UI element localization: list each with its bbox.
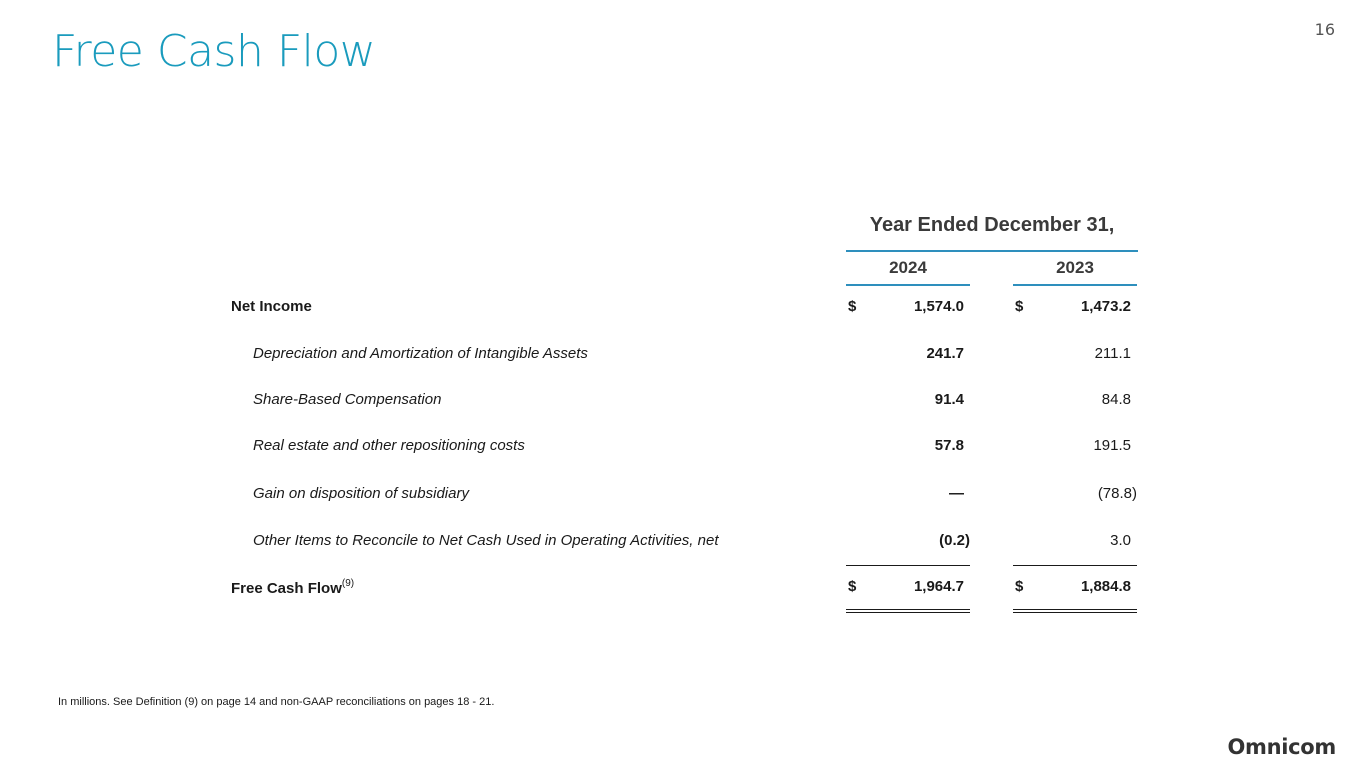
footnote-marker: (9) [341, 578, 355, 589]
cell-value: 1,964.7 [913, 578, 964, 595]
cell-2024 [846, 532, 970, 554]
cell-value: 91.4 [934, 391, 964, 408]
row-label-text: Free Cash Flow [231, 580, 342, 597]
table-row-net-income [0, 298, 1365, 320]
cell-2023 [1013, 532, 1137, 554]
cell-value: 1,574.0 [913, 298, 964, 315]
omnicom-logo: Omnicom [1227, 735, 1336, 759]
cell-value: 241.7 [926, 345, 964, 362]
cell-2024 [846, 578, 970, 600]
total-double-rule-2023 [1013, 609, 1137, 613]
row-label: Other Items to Reconcile to Net Cash Used in Operating Activities, net [253, 532, 719, 549]
total-double-rule-2024 [846, 609, 970, 613]
cell-value: 191.5 [1093, 437, 1131, 454]
cell-2023 [1013, 298, 1137, 320]
cell-2024 [846, 437, 970, 459]
cell-2023 [1013, 437, 1137, 459]
cell-2024 [846, 391, 970, 413]
table-row-share-based-comp [0, 391, 1365, 413]
year-rule-2024 [846, 284, 970, 286]
year-header-2024: 2024 [889, 258, 927, 277]
cell-2024 [846, 298, 970, 320]
subtotal-rule-2023 [1013, 565, 1137, 566]
cell-value: (0.2) [939, 532, 970, 549]
cell-value: 211.1 [1094, 345, 1131, 362]
table-row-repositioning-costs [0, 437, 1365, 459]
table-row-depreciation [0, 345, 1365, 367]
cell-2024 [846, 345, 970, 367]
cell-2023 [1013, 345, 1137, 367]
cell-2023 [1013, 578, 1137, 600]
table-row-gain-on-disposition [0, 485, 1365, 507]
currency-symbol: $ [848, 578, 857, 595]
table-row-free-cash-flow [0, 578, 1365, 600]
period-header-rule [846, 250, 1138, 252]
cell-value: 1,884.8 [1080, 578, 1131, 595]
cell-value: 84.8 [1101, 391, 1131, 408]
row-label: Depreciation and Amortization of Intangible Assets [253, 345, 588, 362]
year-header-2023: 2023 [1056, 258, 1094, 277]
page-title: Free Cash Flow [52, 26, 376, 77]
cell-value: 3.0 [1110, 532, 1131, 549]
row-label: Gain on disposition of subsidiary [253, 485, 469, 502]
period-header: Year Ended December 31, [869, 214, 1115, 236]
row-label: Real estate and other repositioning costs [253, 437, 525, 454]
row-label: Net Income [231, 298, 312, 315]
row-label: Share-Based Compensation [253, 391, 442, 408]
currency-symbol: $ [1015, 578, 1024, 595]
row-label [231, 578, 354, 597]
subtotal-rule-2024 [846, 565, 970, 566]
footnote: In millions. See Definition (9) on page 14 and non-GAAP reconciliations on pages 18 - 21. [58, 696, 495, 708]
currency-symbol: $ [848, 298, 857, 315]
cell-value: 57.8 [934, 437, 964, 454]
cell-2024 [846, 485, 970, 507]
cell-value: 1,473.2 [1080, 298, 1131, 315]
cell-2023 [1013, 485, 1137, 507]
table-row-other-items [0, 532, 1365, 554]
cell-value: (78.8) [1097, 485, 1137, 502]
cell-value: — [949, 485, 964, 502]
year-rule-2023 [1013, 284, 1137, 286]
page-number: 16 [1314, 20, 1335, 39]
currency-symbol: $ [1015, 298, 1024, 315]
cell-2023 [1013, 391, 1137, 413]
